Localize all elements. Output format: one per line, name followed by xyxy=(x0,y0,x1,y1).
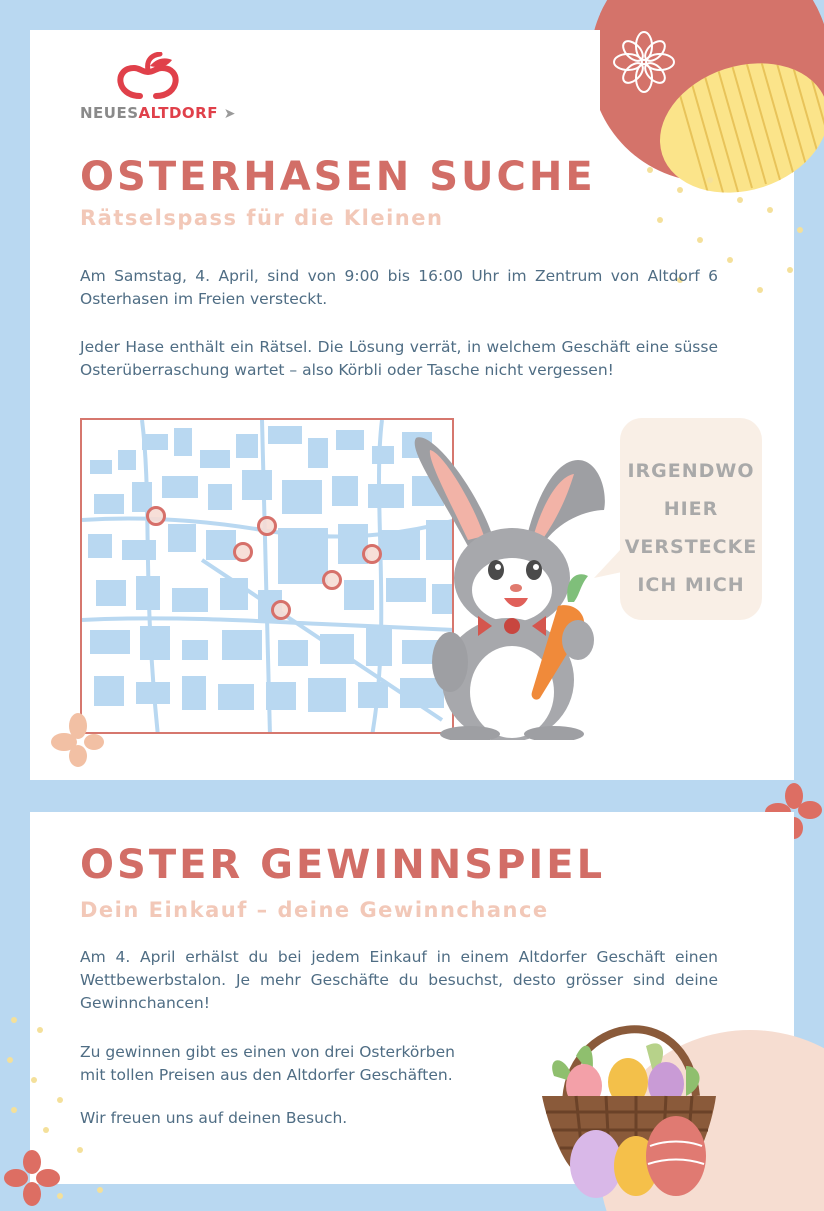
section2-subtitle: Dein Einkauf – deine Gewinnchance xyxy=(80,898,549,922)
bubble-line: VERSTECKE xyxy=(624,536,758,558)
speech-bubble xyxy=(620,418,762,620)
map-pin xyxy=(233,542,253,562)
red-flower-icon xyxy=(4,1150,60,1206)
section1-subtitle: Rätselspass für die Kleinen xyxy=(80,206,444,230)
section2-paragraph2-line2: mit tollen Preisen aus den Altdorfer Geschäften. xyxy=(80,1066,453,1084)
map-streets xyxy=(82,420,454,734)
section2-paragraph2 xyxy=(80,1041,520,1087)
bubble-line: IRGENDWO xyxy=(627,460,755,482)
map-pin xyxy=(257,516,277,536)
speech-bubble-text xyxy=(620,452,762,604)
easter-basket-icon xyxy=(536,996,726,1206)
map-pin xyxy=(271,600,291,620)
map-pin xyxy=(322,570,342,590)
section2-paragraph2-line1: Zu gewinnen gibt es einen von drei Osterkörben xyxy=(80,1043,455,1061)
section1-paragraph2: Jeder Hase enthält ein Rätsel. Die Lösung verrät, in welchem Geschäft eine süsse Osterüberraschung wartet – also Körbli oder Tasche nicht vergessen! xyxy=(80,338,718,379)
bubble-line: ICH MICH xyxy=(637,574,745,596)
flower-icon xyxy=(50,712,106,768)
speech-bubble-tail xyxy=(594,548,624,584)
section2-paragraph1: Am 4. April erhälst du bei jedem Einkauf in einem Altdorfer Geschäft einen Wettbewerbstalon. Je mehr Geschäfte du besuchst, desto grösser sind deine Gewinnchancen! xyxy=(80,948,718,1012)
map-pin xyxy=(146,506,166,526)
section1-paragraph1: Am Samstag, 4. April, sind von 9:00 bis 16:00 Uhr im Zentrum von Altdorf 6 Osterhasen im Freien versteckt. xyxy=(80,267,718,308)
section2-paragraph3: Wir freuen uns auf deinen Besuch. xyxy=(80,1109,348,1127)
map-pin xyxy=(362,544,382,564)
logo xyxy=(80,52,240,132)
town-map xyxy=(80,418,454,734)
logo-wordmark: NEUESALTDORF ➤ xyxy=(80,104,236,122)
easter-bunny-icon xyxy=(408,430,618,740)
bubble-line: HIER xyxy=(663,498,719,520)
section1-title: OSTERHASEN SUCHE xyxy=(80,154,596,200)
section2-title: OSTER GEWINNSPIEL xyxy=(80,842,606,888)
apple-logo-icon xyxy=(80,52,240,102)
